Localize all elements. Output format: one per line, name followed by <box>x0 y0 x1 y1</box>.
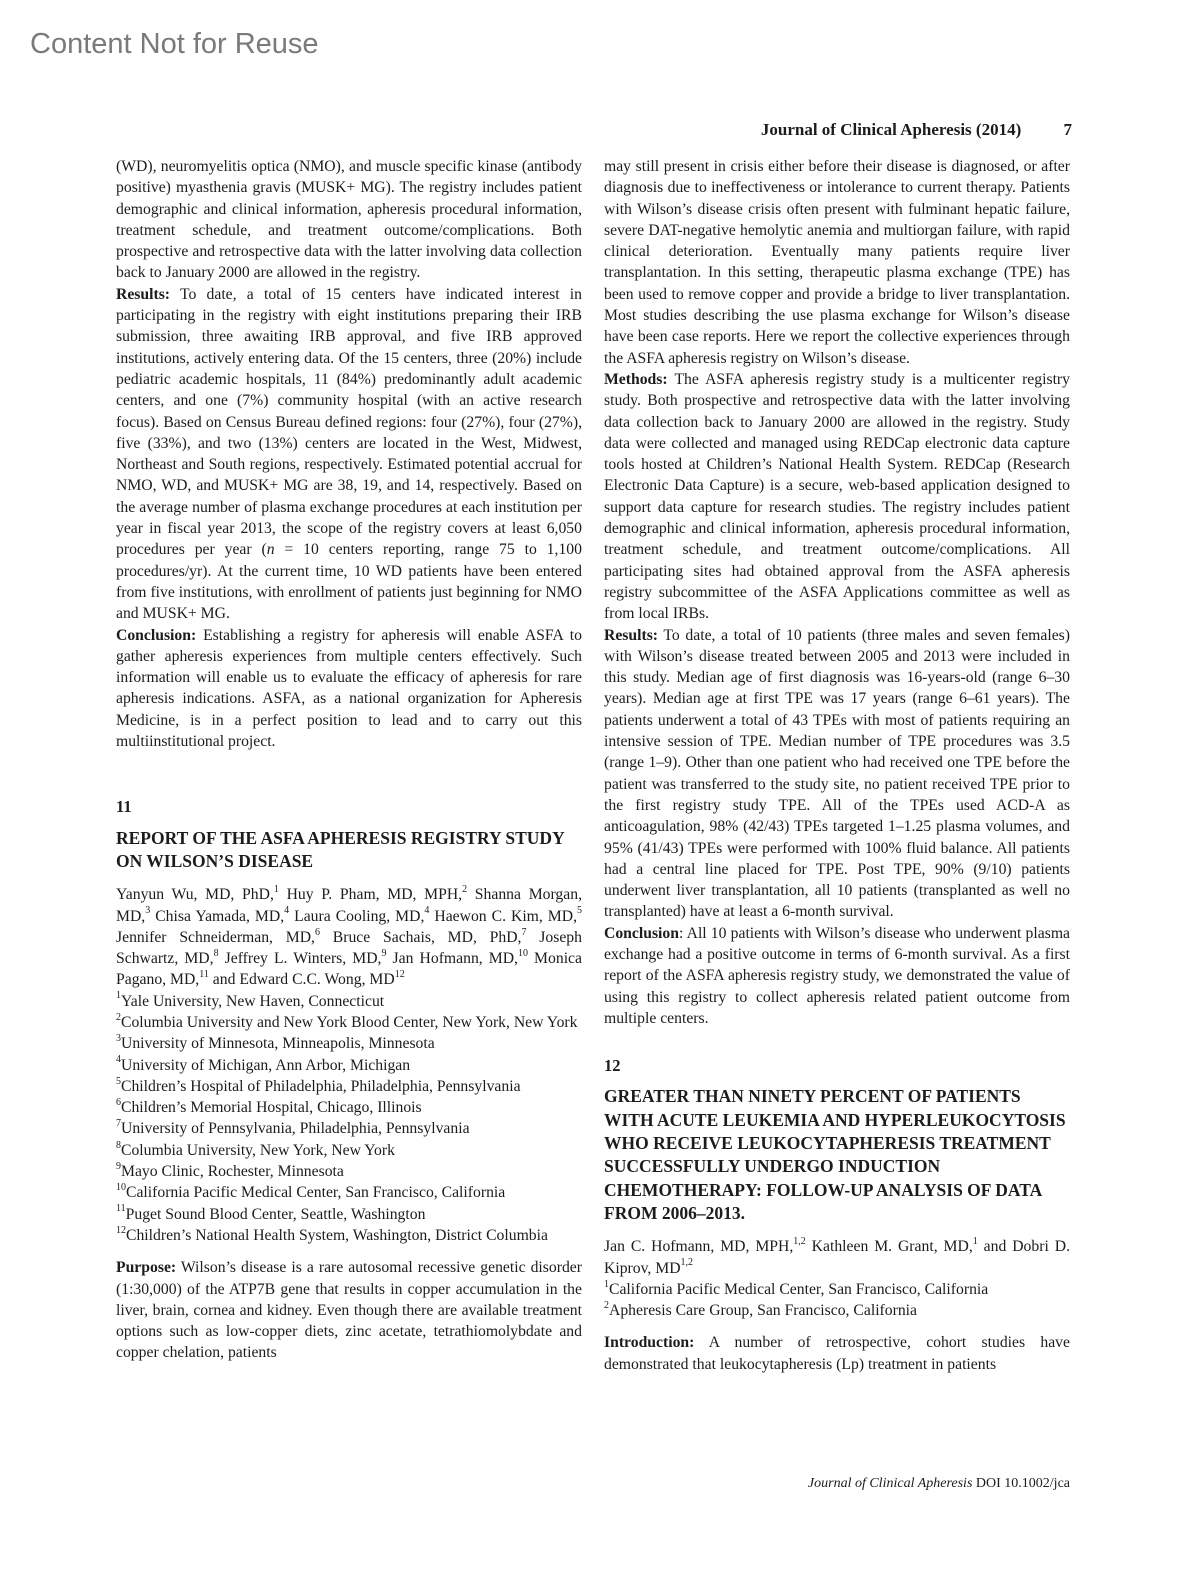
abstract-title: GREATER THAN NINETY PERCENT OF PATIENTS WITH ACUTE LEUKEMIA AND HYPERLEUKOCYTOSIS WHO RECEIVE LEUKOCYTAPHERESIS TREATMENT SUCCESSFULLY UNDERGO INDUCTION CHEMOTHERAPY: FOLLOW-UP ANALYSIS OF DATA FROM 2006–2013. <box>604 1086 1066 1223</box>
author-name: Laura Cooling, MD, <box>289 907 425 925</box>
affiliation-item <box>116 1204 582 1225</box>
author-name: Joseph Schwartz, MD, <box>116 928 582 968</box>
conclusion-label: Conclusion: <box>116 626 197 644</box>
running-head-journal: Journal of Clinical Apheresis <box>760 120 972 139</box>
author-name: Jan Hofmann, MD, <box>386 950 518 968</box>
introduction-label: Introduction: <box>604 1334 695 1352</box>
affiliation-item <box>116 1055 582 1076</box>
author-affiliation-marker: 4 <box>424 905 430 917</box>
affiliation-marker: 2 <box>604 1299 609 1311</box>
affiliation-text: California Pacific Medical Center, San Francisco, California <box>126 1184 506 1202</box>
author-affiliation-marker: 6 <box>314 926 320 938</box>
footer <box>808 1476 1070 1492</box>
right-column <box>604 156 1070 1375</box>
affiliation-item <box>604 1279 1070 1300</box>
affiliation-item <box>116 1161 582 1182</box>
affiliation-marker: 2 <box>116 1011 121 1023</box>
methods-paragraph: Methods: The ASFA apheresis registry study is a multicenter registry study. Both prospective and retrospective data with the latter involving data collection back to January 2000 are allowed in the registry. Study data were collected and managed using REDCap electronic data capture tools hosted at Children’s National Health System. REDCap (Research Electronic Data Capture) is a secure, web-based application designed to support data capture for research studies. The registry includes patient demographic and clinical information, apheresis procedural information, treatment schedule, and treatment outcome/complications. All participating sites had obtained approval from the ASFA apheresis registry subcommittee of the ASFA Applications committee as well as from local IRBs. <box>604 370 1070 623</box>
affiliation-marker: 9 <box>116 1160 121 1172</box>
author-affiliation-marker: 5 <box>577 905 582 917</box>
continued-paragraph: (WD), neuromyelitis optica (NMO), and muscle specific kinase (antibody positive) myasthenia gravis (MUSK+ MG). The registry includes patient demographic and clinical information, apheresis procedural information, treatment schedule, and treatment outcome/complications. Both prospective and retrospective data with the latter involving data collection back to January 2000 are allowed in the registry. <box>116 158 582 282</box>
author-affiliation-marker: 2 <box>462 883 468 895</box>
conclusion-label: Conclusion <box>604 924 679 942</box>
results-paragraph: Results: To date, a total of 10 patients (three males and seven females) with Wilson’s disease treated between 2005 and 2013 were included in this study. Median age of first diagnosis was 16-years-old (range 6–30 years). Median age at first TPE was 17 years (range 6–61 years). The patients underwent a total of 43 TPEs with most of patients requiring an intensive session of TPE. Median number of TPE procedures was 3.5 (range 1–9). Other than one patient who had received one TPE before the patient was transferred to the study site, no patient received TPE prior to the first registry study TPE. All of the TPEs used ACD-A as anticoagulation, 98% (42/43) TPEs targeted 1–1.25 plasma volumes, and 95% (41/43) TPEs were performed with 100% fluid balance. All patients had a central line placed for TPE. Post TPE, 90% (9/10) patients underwent liver transplantation, all 10 patients (transplanted as well no transplanted) have at least a 6-month survival. <box>604 626 1070 921</box>
author-affiliation-marker: 1,2 <box>680 1257 694 1269</box>
results-label: Results: <box>116 285 171 303</box>
author-name: Kathleen M. Grant, MD, <box>805 1238 973 1256</box>
affiliation-list <box>116 991 582 1247</box>
left-column <box>116 156 582 1364</box>
affiliation-marker: 5 <box>116 1075 121 1087</box>
affiliation-marker: 7 <box>116 1118 121 1130</box>
author-affiliation-marker: 1 <box>972 1236 978 1248</box>
results-label: Results: <box>604 626 659 644</box>
affiliation-text: Puget Sound Blood Center, Seattle, Washington <box>125 1205 426 1223</box>
affiliation-text: Children’s Hospital of Philadelphia, Philadelphia, Pennsylvania <box>121 1077 521 1095</box>
author-name: Jan C. Hofmann, MD, MPH, <box>604 1238 794 1256</box>
results-paragraph: Results: To date, a total of 15 centers have indicated interest in participating in the registry with eight institutions preparing their IRB submission, three awaiting IRB approval, and five IRB approved institutions, actively entering data. Of the 15 centers, three (20%) include pediatric academic hospitals, 11 (84%) predominantly adult academic centers, and one (7%) community hospital (with an active research focus). Based on Census Bureau defined regions: four (27%), four (27%), five (33%), and two (13%) centers are located in the West, Midwest, Northeast and South regions, respectively. Estimated potential accrual for NMO, WD, and MUSK+ MG are 38, 19, and 14, respectively. Based on the average number of plasma exchange procedures at each institution per year in fiscal year 2013, the scope of the registry covers at least 6,050 procedures per year (n = 10 centers reporting, range 75 to 1,100 procedures/yr). At the current time, 10 WD patients have been entered from five institutions, with enrollment of patients just beginning for NMO and MUSK+ MG. <box>116 285 582 623</box>
author-affiliation-marker: 7 <box>521 926 527 938</box>
author-affiliation-marker: 3 <box>145 905 151 917</box>
author-affiliation-marker: 10 <box>517 947 528 959</box>
purpose-label: Purpose: <box>116 1259 177 1277</box>
introduction-paragraph: Introduction: A number of retrospective, cohort studies have demonstrated that leukocytapheresis (Lp) treatment in patients <box>604 1334 1070 1373</box>
affiliation-marker: 3 <box>116 1033 121 1045</box>
affiliation-item <box>116 1225 582 1246</box>
affiliation-marker: 6 <box>116 1096 121 1108</box>
abstract-number: 11 <box>116 797 132 817</box>
author-name: Huy P. Pham, MD, MPH, <box>278 886 463 904</box>
author-name: and Edward C.C. Wong, MD <box>208 971 395 989</box>
author-name: Shanna Morgan, MD, <box>116 886 582 925</box>
author-name: and Dobri D. Kiprov, MD <box>604 1238 1070 1277</box>
conclusion-paragraph: Conclusion: Establishing a registry for apheresis will enable ASFA to gather apheresis experiences from multiple centers effectively. Such information will enable us to evaluate the efficacy of apheresis for rare apheresis indications. ASFA, as a national organization for Apheresis Medicine, is in a perfect position to lead and to carry out this multiinstitutional project. <box>116 626 582 751</box>
page-number: 7 <box>1063 120 1072 139</box>
affiliation-text: Columbia University, New York, New York <box>121 1141 395 1159</box>
author-name: Monica Pagano, MD, <box>116 950 582 989</box>
watermark: Content Not for Reuse <box>30 28 319 60</box>
affiliation-item <box>116 1118 582 1139</box>
affiliation-item <box>116 991 582 1012</box>
affiliation-list <box>604 1279 1070 1322</box>
author-name: Jennifer Schneiderman, MD, <box>116 928 315 946</box>
affiliation-text: University of Pennsylvania, Philadelphia, Pennsylvania <box>121 1120 470 1138</box>
affiliation-text: University of Minnesota, Minneapolis, Minnesota <box>121 1035 435 1053</box>
affiliation-text: Mayo Clinic, Rochester, Minnesota <box>121 1163 344 1181</box>
affiliation-item <box>116 1140 582 1161</box>
affiliation-marker: 10 <box>116 1182 126 1194</box>
affiliation-marker: 4 <box>116 1054 121 1066</box>
author-affiliation-marker: 4 <box>284 905 290 917</box>
affiliation-item <box>116 1012 582 1033</box>
affiliation-text: University of Michigan, Ann Arbor, Michigan <box>121 1056 411 1074</box>
author-name: Chisa Yamada, MD, <box>150 907 285 925</box>
affiliation-marker: 1 <box>604 1278 609 1290</box>
footer-doi: DOI 10.1002/jca <box>975 1476 1070 1491</box>
author-affiliation-marker: 8 <box>213 947 219 959</box>
author-name: Yanyun Wu, MD, PhD, <box>116 886 274 904</box>
affiliation-text: Children’s National Health System, Washington, District Columbia <box>126 1226 548 1244</box>
affiliation-item <box>604 1300 1070 1321</box>
running-head-year: (2014) <box>975 120 1022 139</box>
affiliation-text: Children’s Memorial Hospital, Chicago, Illinois <box>121 1099 422 1117</box>
author-affiliation-marker: 1,2 <box>793 1236 806 1248</box>
affiliation-text: Yale University, New Haven, Connecticut <box>121 992 385 1010</box>
running-head <box>761 120 1072 140</box>
affiliation-item <box>116 1097 582 1118</box>
affiliation-text: California Pacific Medical Center, San Francisco, California <box>609 1280 989 1298</box>
author-list <box>604 1236 1070 1279</box>
footer-journal: Journal of Clinical Apheresis <box>807 1476 973 1491</box>
affiliation-item <box>116 1033 582 1054</box>
affiliation-marker: 8 <box>116 1139 121 1151</box>
affiliation-text: Columbia University and New York Blood Center, New York, New York <box>121 1013 578 1031</box>
author-name: Jeffrey L. Winters, MD, <box>218 950 382 968</box>
affiliation-item <box>116 1182 582 1203</box>
author-affiliation-marker: 9 <box>381 947 387 959</box>
abstract-title: REPORT OF THE ASFA APHERESIS REGISTRY STUDY ON WILSON’S DISEASE <box>116 827 565 871</box>
conclusion-paragraph: Conclusion: All 10 patients with Wilson’s disease who underwent plasma exchange had a positive outcome in terms of 6-month survival. As a first report of the ASFA apheresis registry study, we demonstrated the value of using this registry to collect apheresis related patient outcome from multiple centers. <box>604 924 1070 1027</box>
methods-label: Methods: <box>604 370 668 388</box>
continued-paragraph: may still present in crisis either before their disease is diagnosed, or after diagnosis due to ineffectiveness or intolerance to current therapy. Patients with Wilson’s disease crisis often present with fulminant hepatic failure, severe DAT-negative hemolytic anemia and multiorgan failure, with rapid clinical deterioration. Eventually many patients require liver transplantation. In this setting, therapeutic plasma exchange (TPE) has been used to remove copper and provide a bridge to liver transplantation. Most studies describing the use plasma exchange for Wilson’s disease have been case reports. Here we report the collective experiences through the ASFA apheresis registry on Wilson’s disease. <box>604 158 1070 367</box>
purpose-paragraph: Purpose: Wilson’s disease is a rare autosomal recessive genetic disorder (1:30,000) of the ATP7B gene that results in copper accumulation in the liver, brain, cornea and kidney. Even though there are available treatment options such as low-copper diets, zinc acetate, tetrathiomolybdate and copper chelation, patients <box>116 1259 582 1362</box>
abstract-number: 12 <box>604 1056 621 1076</box>
affiliation-marker: 11 <box>116 1203 126 1215</box>
author-name: Bruce Sachais, MD, PhD, <box>319 928 522 946</box>
affiliation-marker: 1 <box>116 990 121 1002</box>
author-list <box>116 884 582 990</box>
author-affiliation-marker: 1 <box>273 883 279 895</box>
author-name: Haewon C. Kim, MD, <box>429 907 577 925</box>
affiliation-marker: 12 <box>116 1224 126 1236</box>
affiliation-text: Apheresis Care Group, San Francisco, California <box>609 1302 918 1320</box>
affiliation-item <box>116 1076 582 1097</box>
author-affiliation-marker: 11 <box>199 969 209 981</box>
author-affiliation-marker: 12 <box>394 969 405 981</box>
